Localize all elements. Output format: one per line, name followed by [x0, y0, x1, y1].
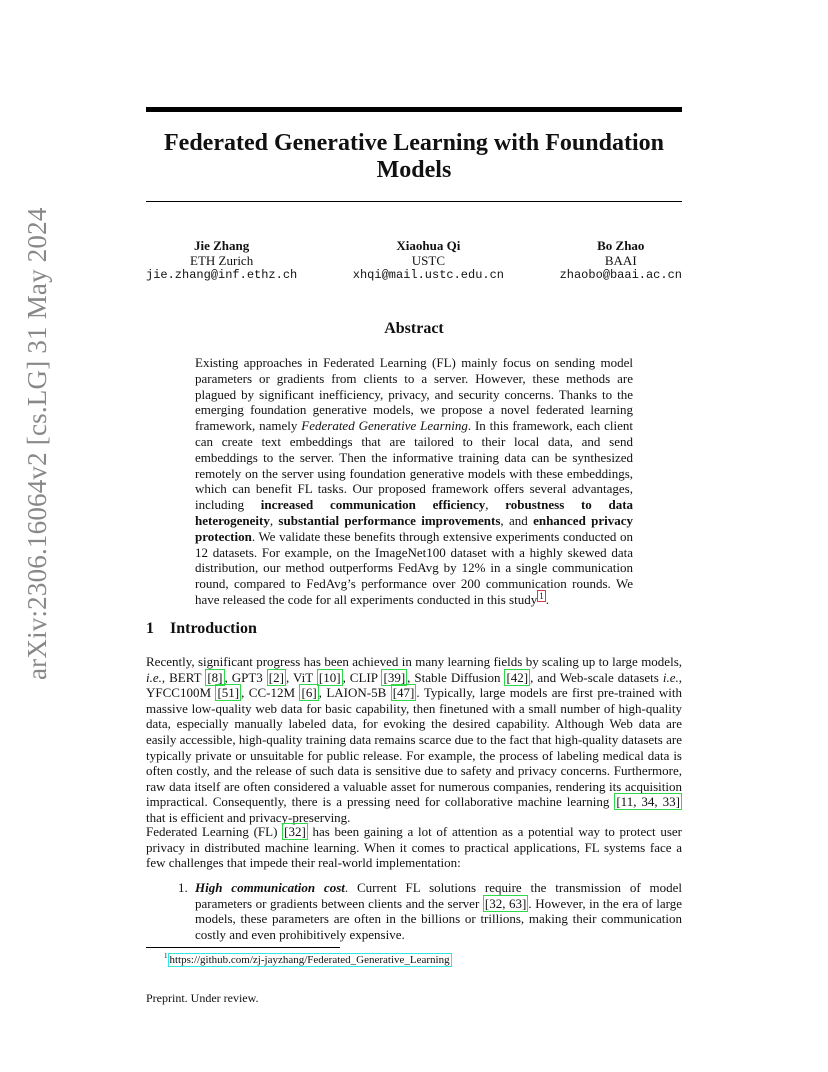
paper-title	[146, 130, 682, 184]
author-3	[560, 238, 682, 283]
abstract-body: Existing approaches in Federated Learning (FL) mainly focus on sending model parameters or gradients from clients to a server. However, these methods are plagued by significant inefficiency, privacy, and security concerns. Thanks to the emerging foundation generative models, we propose a novel federated learning framework, namely Federated Generative Learning. In this framework, each client can create text embeddings that are tailored to their local data, and send embeddings to the server. Then the informative training data can be synthesized remotely on the server using foundation generative models with these embeddings, which can benefit FL tasks. Our proposed framework offers several advantages, including increased communication efficiency, robustness to data heterogeneity, substantial performance improvements, and enhanced privacy protection. We validate these benefits through extensive experiments conducted on 12 datasets. For example, on the ImageNet100 dataset with a highly skewed data distribution, our method outperforms FedAvg by 12% in a single communication round, compared to FedAvg’s performance over 200 communication rounds. We have released the code for all experiments conducted in this study $^1$ .	[195, 355, 634, 607]
author-name: Jie Zhang	[193, 238, 250, 253]
title-top-rule	[146, 107, 682, 112]
title-line-2: Models	[376, 157, 452, 183]
citation-link[interactable]: [8]	[207, 669, 223, 685]
citation-link[interactable]: [6]	[301, 685, 317, 701]
list-marker: 1.	[178, 880, 188, 895]
citation-link[interactable]: [42]	[506, 669, 529, 685]
author-block	[146, 238, 682, 283]
author-1	[146, 238, 297, 283]
section-heading	[146, 620, 257, 638]
author-name: Xiaohua Qi	[396, 238, 461, 253]
footnote-ref-link[interactable]: 1	[539, 590, 544, 601]
citation-link[interactable]: [39]	[383, 669, 406, 685]
citation-link[interactable]: [32, 63]	[484, 895, 527, 911]
footnote-rule	[146, 947, 340, 948]
list-item: 1. High communication cost. Current FL solutions require the transmission of model parameters or gradients between clients and the server [32, 63] . However, in the era of large models, these parameters are often in the billions or trillions, making their communication costly and even prohibitively expensive.	[178, 880, 683, 942]
section-number: 1	[146, 620, 154, 637]
footnote	[164, 952, 452, 966]
footer-note: Preprint. Under review.	[146, 991, 259, 1005]
author-email[interactable]: jie.zhang@inf.ethz.ch	[146, 268, 298, 282]
section-title: Introduction	[170, 620, 257, 637]
author-email[interactable]: zhaobo@baai.ac.cn	[559, 268, 682, 282]
arxiv-identifier: arXiv:2306.16064v2 [cs.LG] 31 May 2024	[22, 207, 52, 680]
intro-paragraph-1: Recently, significant progress has been achieved in many learning fields by scaling up to large models, i.e., BERT [8] , GPT3 [2] , ViT [10] , CLIP [39] , Stable Diffusion [42] , and Web-scale datasets i.e., YFCC100M [51] , CC-12M [6] , LAION-5B [47] . Typically, large models are first pre-trained with massive low-quality web data for basic capability, then finetuned with a small number of high-quality data, especially manually labeled data, for evoking the desired capability. Although Web data are easily accessible, high-quality training data remains scarce due to the fact that high-quality datasets are typically private or unsuitable for public release. For example, the process of labeling medical data is often costly, and the release of such data is sensitive due to safety and privacy concerns. Furthermore, raw data itself are often considered a valuable asset for numerous companies, rendering its acquisition impractical. Consequently, there is a pressing need for collaborative machine learning [11, 34, 33] that is efficient and privacy-preserving.	[146, 654, 682, 825]
title-line-1: Federated Generative Learning with Foundation	[164, 130, 664, 156]
abstract-heading: Abstract	[384, 320, 444, 337]
citation-link[interactable]: [47]	[392, 685, 415, 701]
citation-link[interactable]: [32]	[284, 824, 306, 839]
footnote-mark: 1	[164, 952, 168, 960]
author-affiliation: USTC	[411, 253, 446, 268]
list-item-heading: High communication cost	[195, 880, 345, 895]
author-affiliation: BAAI	[604, 253, 637, 268]
footnote-url-link[interactable]: https://github.com/zj-jayzhang/Federated_Generative_Learning	[169, 953, 450, 966]
intro-paragraph-2: Federated Learning (FL) [32] has been gaining a lot of attention as a potential way to protect user privacy in distributed machine learning. When it comes to practical applications, FL systems face a few challenges that impede their real-world implementation:	[146, 824, 683, 871]
citation-link[interactable]: [51]	[217, 685, 240, 701]
citation-link[interactable]: [2]	[268, 669, 284, 685]
citation-link[interactable]: [10]	[318, 669, 341, 685]
author-name: Bo Zhao	[597, 238, 645, 253]
author-affiliation: ETH Zurich	[190, 253, 254, 268]
author-2	[353, 238, 504, 283]
citation-link[interactable]: [11, 34, 33]	[616, 794, 680, 810]
author-email[interactable]: xhqi@mail.ustc.edu.cn	[352, 268, 505, 282]
title-bottom-rule	[146, 201, 682, 202]
